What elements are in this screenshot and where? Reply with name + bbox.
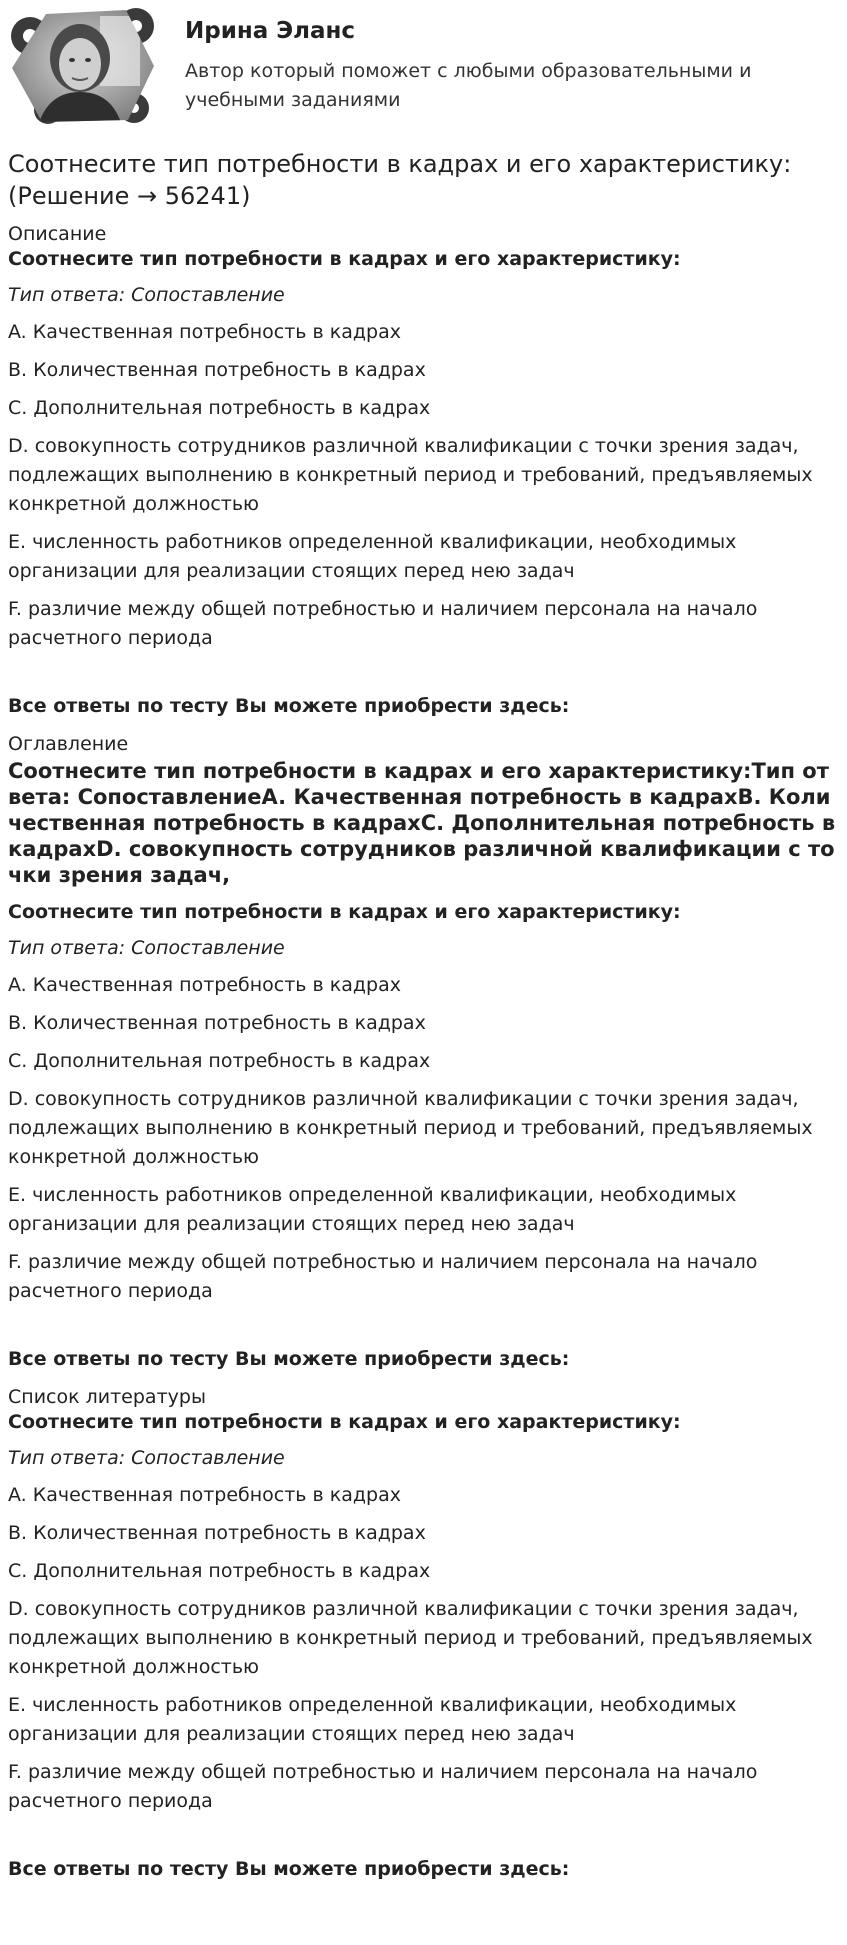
buy-answers-link[interactable]: Все ответы по тесту Вы можете приобрести здесь: <box>8 1858 570 1880</box>
list-item: D. совокупность сотрудников различной квалификации с точки зрения задач, подлежащих выполнению в конкретный период и требований, предъявляемых конкретной должностью <box>8 435 813 515</box>
author-description: Автор который поможет с любыми образовательными и учебными заданиями <box>185 60 752 111</box>
question-heading: Соотнесите тип потребности в кадрах и его характеристику: <box>8 248 681 270</box>
list-item: E. численность работников определенной квалификации, необходимых организации для реализации стоящих перед нею задач <box>8 1694 737 1745</box>
section-label: Список литературы <box>8 1386 206 1408</box>
bibliography-section <box>8 1385 840 1882</box>
list-item: B. Количественная потребность в кадрах <box>8 359 426 381</box>
list-item: A. Качественная потребность в кадрах <box>8 321 401 343</box>
buy-answers-link[interactable]: Все ответы по тесту Вы можете приобрести здесь: <box>8 1348 570 1370</box>
list-item: E. численность работников определенной квалификации, необходимых организации для реализации стоящих перед нею задач <box>8 1184 737 1235</box>
answer-type: Тип ответа: Сопоставление <box>8 284 285 306</box>
list-item: B. Количественная потребность в кадрах <box>8 1522 426 1544</box>
list-item: F. различие между общей потребностью и наличием персонала на начало расчетного периода <box>8 598 758 649</box>
author-name: Ирина Эланс <box>185 18 356 44</box>
page-title: Соотнесите тип потребности в кадрах и его характеристику: (Решение → 56241) <box>8 150 792 210</box>
question-heading: Соотнесите тип потребности в кадрах и его характеристику: <box>8 901 681 923</box>
section-label: Описание <box>8 223 107 245</box>
list-item: F. различие между общей потребностью и наличием персонала на начало расчетного периода <box>8 1251 758 1302</box>
section-label: Оглавление <box>8 733 129 755</box>
main-content <box>8 148 840 1895</box>
answer-type: Тип ответа: Сопоставление <box>8 1447 285 1469</box>
list-item: E. численность работников определенной квалификации, необходимых организации для реализации стоящих перед нею задач <box>8 531 737 582</box>
list-item: A. Качественная потребность в кадрах <box>8 1484 401 1506</box>
list-item: B. Количественная потребность в кадрах <box>8 1012 426 1034</box>
list-item: C. Дополнительная потребность в кадрах <box>8 1560 431 1582</box>
list-item: C. Дополнительная потребность в кадрах <box>8 397 431 419</box>
author-card <box>8 6 838 126</box>
list-item: D. совокупность сотрудников различной квалификации с точки зрения задач, подлежащих выполнению в конкретный период и требований, предъявляемых конкретной должностью <box>8 1598 813 1678</box>
buy-answers-link[interactable]: Все ответы по тесту Вы можете приобрести здесь: <box>8 695 570 717</box>
answer-type: Тип ответа: Сопоставление <box>8 937 285 959</box>
list-item: D. совокупность сотрудников различной квалификации с точки зрения задач, подлежащих выполнению в конкретный период и требований, предъявляемых конкретной должностью <box>8 1088 813 1168</box>
description-section <box>8 222 840 719</box>
toc-summary: Соотнесите тип потребности в кадрах и его характеристику:Тип ответа: СопоставлениеA. Качественная потребность в кадрахB. Количественная потребность в кадрахC. Дополнительная потребность в кадрахD. совокупность сотрудников различной квалификации с точки зрения задач, <box>8 759 836 887</box>
list-item: F. различие между общей потребностью и наличием персонала на начало расчетного периода <box>8 1761 758 1812</box>
toc-section <box>8 732 840 1372</box>
author-avatar <box>8 6 158 126</box>
list-item: C. Дополнительная потребность в кадрах <box>8 1050 431 1072</box>
question-heading: Соотнесите тип потребности в кадрах и его характеристику: <box>8 1411 681 1433</box>
list-item: A. Качественная потребность в кадрах <box>8 974 401 996</box>
